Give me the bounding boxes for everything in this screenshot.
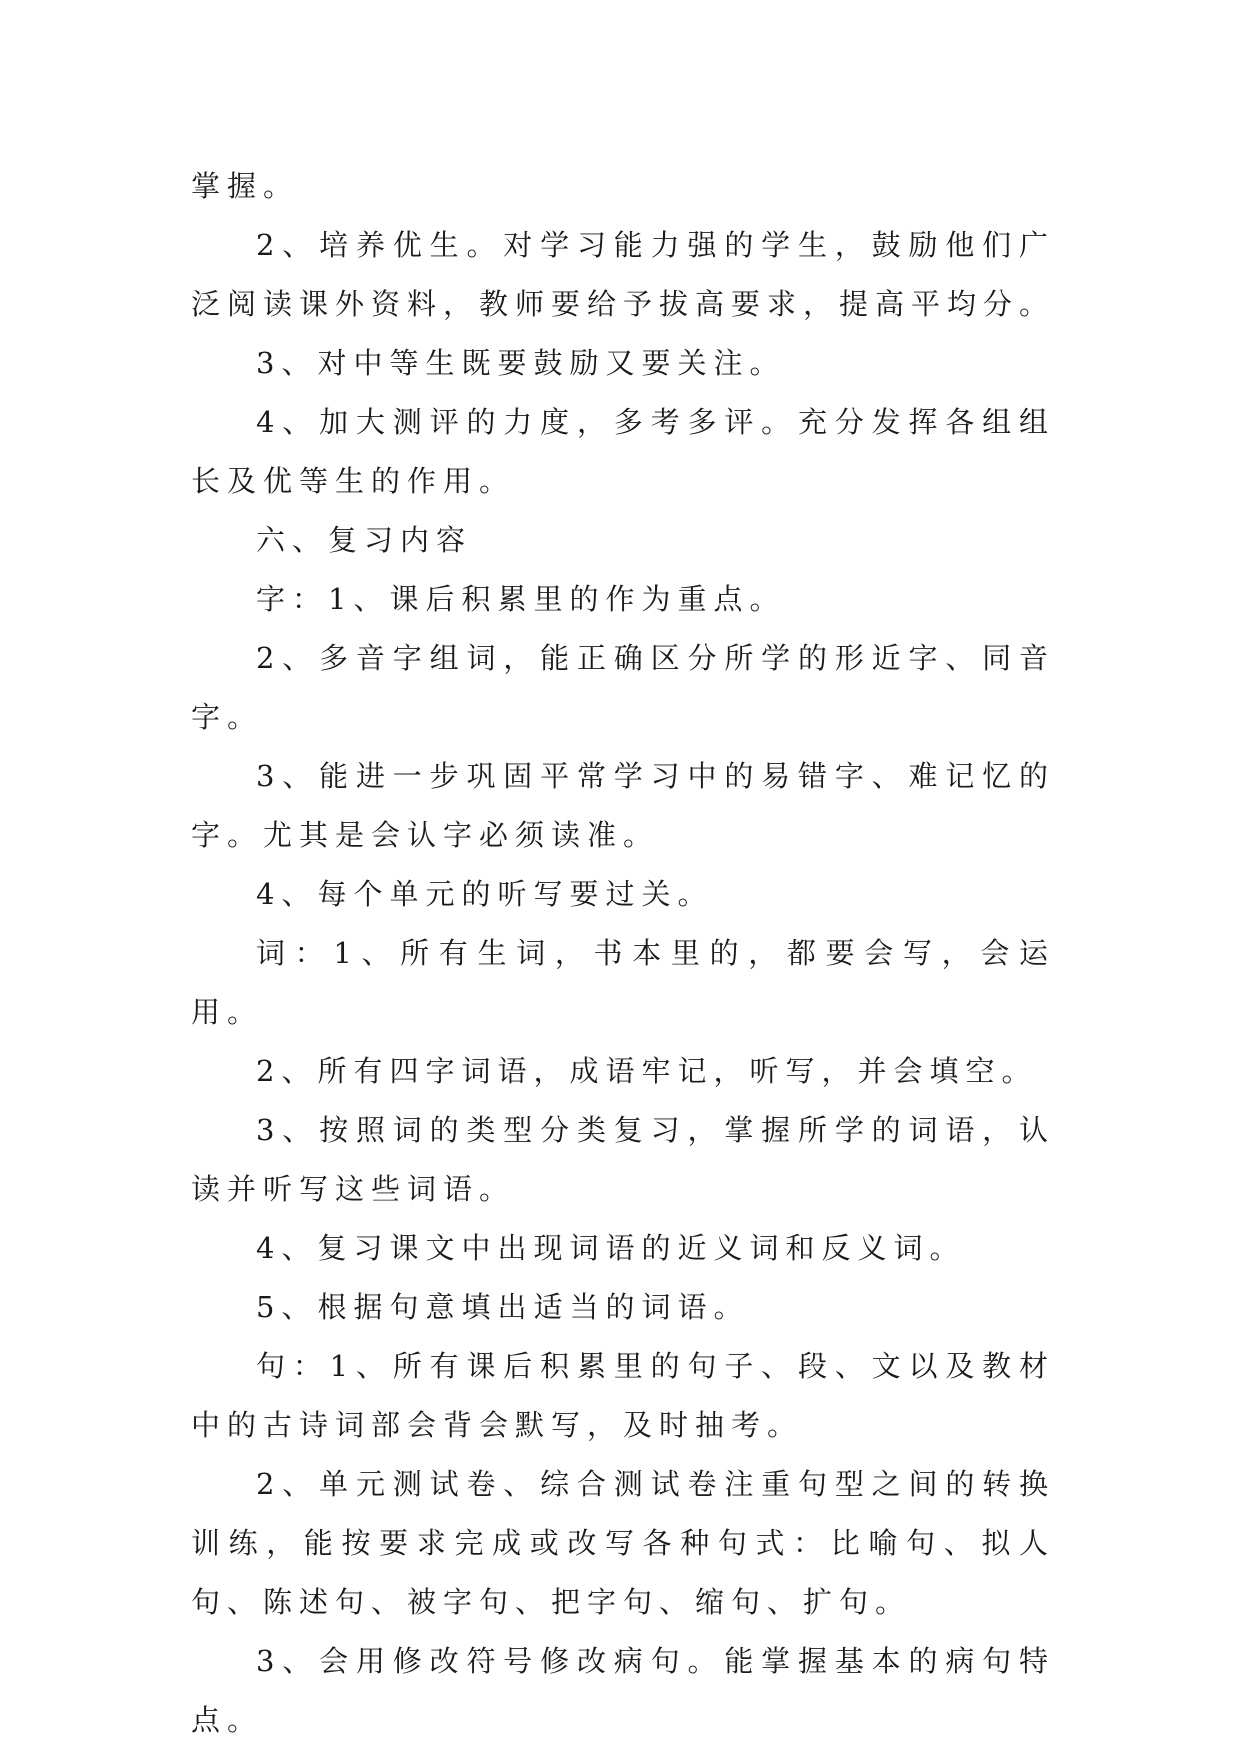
paragraph-characters-3: 3、能进一步巩固平常学习中的易错字、难记忆的字。尤其是会认字必须读准。: [191, 759, 1055, 852]
paragraph-cultivate-top-students: 2、培养优生。对学习能力强的学生，鼓励他们广泛阅读课外资料，教师要给予拔高要求，提高平均分。: [191, 228, 1056, 321]
paragraph-words-3: 3、按照词的类型分类复习，掌握所学的词语，认读并听写这些词语。: [191, 1113, 1055, 1206]
paragraph-words-4: 4、复习课文中出现词语的近义词和反义词。: [256, 1231, 966, 1265]
paragraph-words-5: 5、根据句意填出适当的词语。: [256, 1290, 750, 1324]
paragraph-characters-2: 2、多音字组词，能正确区分所学的形近字、同音字。: [191, 641, 1055, 734]
paragraph-words-2: 2、所有四字词语，成语牢记，听写，并会填空。: [256, 1054, 1038, 1088]
paragraph-sentences-2: 2、单元测试卷、综合测试卷注重句型之间的转换训练，能按要求完成或改写各种句式：比喻句、拟人句、陈述句、被字句、把字句、缩句、扩句。: [191, 1467, 1055, 1619]
paragraph-words-1: 词：1、所有生词，书本里的，都要会写，会运用。: [191, 936, 1055, 1029]
paragraph-middle-students: 3、对中等生既要鼓励又要关注。: [256, 346, 786, 380]
paragraph-assessment: 4、加大测评的力度，多考多评。充分发挥各组组长及优等生的作用。: [191, 405, 1055, 498]
paragraph-sentences-1: 句：1、所有课后积累里的句子、段、文以及教材中的古诗词部会背会默写，及时抽考。: [191, 1349, 1055, 1442]
paragraph-continuation: 掌握。: [191, 169, 300, 203]
document-body: [191, 157, 1055, 1750]
paragraph-characters-1: 字：1、课后积累里的作为重点。: [256, 582, 786, 616]
paragraph-characters-4: 4、每个单元的听写要过关。: [256, 877, 714, 911]
section-heading-review-content: 六、复习内容: [256, 523, 473, 557]
paragraph-sentences-3: 3、会用修改符号修改病句。能掌握基本的病句特点。: [191, 1644, 1055, 1737]
